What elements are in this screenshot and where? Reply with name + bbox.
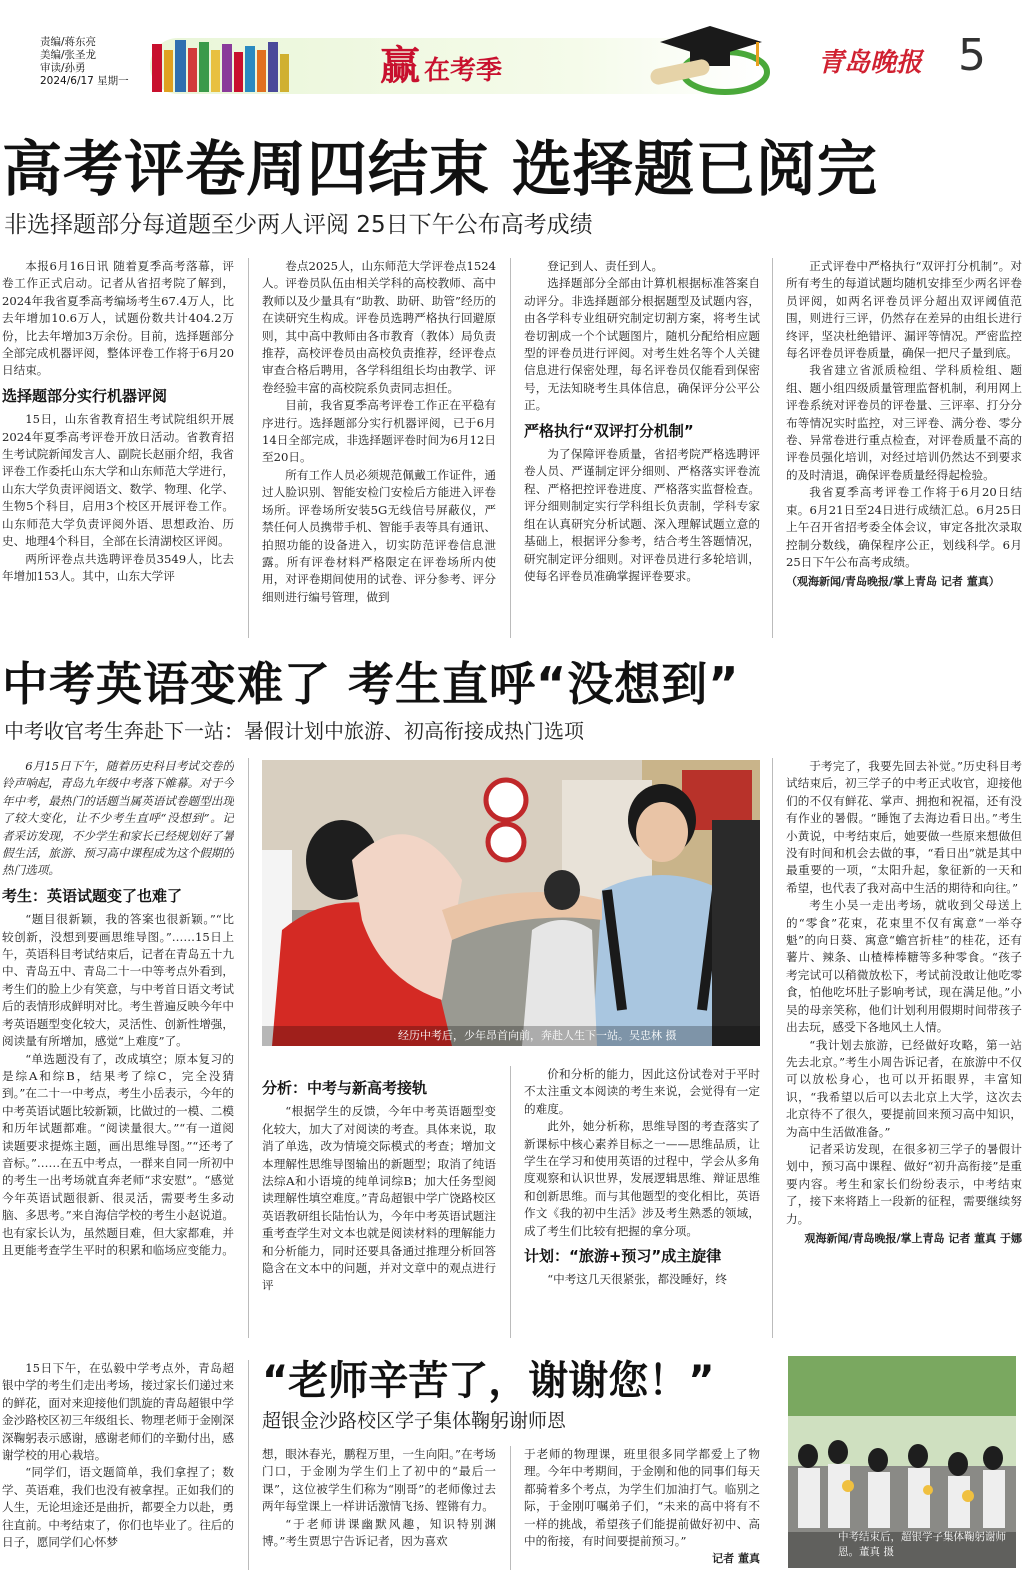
article1-paragraph: 选择题部分全部由计算机根据标准答案自动评分。非选择题部分根据题型及试题内容，由各学科专业组研究制定切割方案，将考生试卷切割成一个个试题图片，随机分配给相应题型的评卷员进行评阅。对考生姓名等个人关键信息进行保密处理，每名评卷员仅能看到保密号，无法知晓考生具体信息，确保评分公平公正。 bbox=[524, 276, 760, 413]
article2-paragraph: 此外，她分析称，思维导图的考查落实了新课标中核心素养目标之一——思维品质，让学生在学习和使用英语的过程中，学会从多角度观察和认识世界，发展逻辑思维、辩证思维和创新思维。而与其他题型的变化相比，英语作文《我的初中生活》涉及考生熟悉的领域，成了考生们比较有把握的拿分项。 bbox=[524, 1119, 760, 1238]
article1-paragraph: 正式评卷中严格执行“双评打分机制”。对所有考生的每道试题均随机安排至少两名评卷员评阅，如两名评卷员评分超出双评阈值范围，则进行三评，仍然存在差异的由组长进行终评，坚决杜绝错评、漏评等情况。严密监控每名评卷员评卷质量，确保一把尺子量到底。 bbox=[786, 259, 1022, 361]
article2-headline: 中考英语变难了 考生直呼“没想到” bbox=[2, 657, 740, 711]
article2-column-2 bbox=[262, 1080, 496, 1340]
article1-paragraph: 卷点2025人，山东师范大学评卷点1524人。评卷员队伍由相关学科的高校教师、高中教师以及少量具有“助教、助研、助管”经历的在读研究生构成。评卷员选聘严格执行回避原则，其中高中教师由各市教育（教体）局负责推荐，高校评卷员由高校负责推荐，经评卷点审查合格后聘用，各学科组组长均由教学、评卷经验丰富的高校院系负责同志担任。 bbox=[262, 259, 496, 395]
column-divider bbox=[248, 758, 249, 1338]
article2-paragraph: 于考完了，我要先回去补觉。”历史科目考试结束后，初三学子的中考正式收官，迎接他们的不仅有鲜花、掌声、拥抱和祝福，还有没有作业的暑假。“睡饱了去海边看日出。”考生小黄说，中考结束后，她要做一些原来想做但没有时间和机会去做的事，“看日出”就是其中最重要的一项，“太阳升起，象征新的一天和希望，也代表了我对高中生活的期待和向往。” bbox=[786, 759, 1022, 895]
article1-paragraph: 两所评卷点共选聘评卷员3549人，比去年增加153人。其中，山东大学评 bbox=[2, 551, 234, 583]
article1-paragraph: 所有工作人员必须规范佩戴工作证件，通过人脸识别、智能安检门安检后方能进入评卷场所。评卷场所安装5G无线信号屏蔽仪，严禁任何人员携带手机、智能手表等具有通讯、拍照功能的设备进入，切实防范评卷信息泄露。所有评卷材料严格限定在评卷场所内使用，对评卷期间使用的试卷、评分参考、评分细则进行编号管理，做到 bbox=[262, 467, 496, 604]
column-divider bbox=[248, 1360, 249, 1570]
article2-subhead-1: 考生：英语试题变了也难了 bbox=[2, 886, 183, 905]
editor-credit: 责编/蒋东亮 bbox=[40, 36, 97, 48]
article1-column-2 bbox=[262, 258, 496, 638]
column-divider bbox=[510, 258, 511, 638]
article1-column-3 bbox=[524, 258, 760, 638]
column-divider bbox=[248, 258, 249, 638]
article2-column-4 bbox=[786, 758, 1022, 1340]
article1-lead: 本报6月16日讯 随着夏季高考落幕，评卷工作正式启动。记者从省招考院了解到，2024年我省夏季高考编场考生67.4万人，比去年增加10.6万人，试题份数共计404.2万份，比去年增加3万余份。目前，选择题部分全部完成机器评阅，整体评卷工作将于6月20日结束。 bbox=[2, 259, 234, 378]
column-divider bbox=[772, 258, 773, 638]
article3-deck: 超银金沙路校区学子集体鞠躬谢师恩 bbox=[262, 1410, 567, 1432]
article2-paragraph: “题目很新颖，我的答案也很新颖。”“比较创新，没想到要画思维导图。”……15日上午，英语科目考试结束后，记者在青岛五十九中、青岛五中、青岛二十一中等考点外看到，考生们的脸上少有笑意，与中考首日语文考试后的表情形成鲜明对比。考生普遍反映今年中考英语题型变化较大，灵活性、创新性增强，阅读量有所增加，感觉“上难度”了。 bbox=[2, 912, 234, 1049]
article3-column-3 bbox=[524, 1446, 760, 1570]
banner-small-text: 在考季 bbox=[424, 56, 503, 86]
article1-paragraph: 我省建立省派质检组、学科质检组、题组、题小组四级质量管理监督机制，利用网上评卷系统对评卷员的评卷量、三评率、打分分布等情况实时监控，对三评卷、满分卷、零分卷、异常卷进行重点检查，对评卷质量不高的评卷员强化培训，对经过培训仍然达不到要求的及时清退，确保评卷质量经得起检验。 bbox=[786, 363, 1022, 482]
masthead-credits bbox=[40, 36, 129, 88]
article3-paragraph: 15日下午，在弘毅中学考点外，青岛超银中学的考生们走出考场，接过家长们递过来的鲜花，面对来迎接他们凯旋的青岛超银中学金沙路校区初三年级组长、物理老师于金刚深深鞠躬表示感谢，感谢老师们的辛勤付出，感谢学校的用心栽培。 bbox=[2, 1361, 234, 1463]
article1-paragraph: 目前，我省夏季高考评卷工作正在平稳有序进行。选择题部分实行机器评阅，已于6月14日全部完成，非选择题评卷时间为6月12日至20日。 bbox=[262, 398, 496, 465]
article2-paragraph: 记者采访发现，在很多初三学子的暑假计划中，预习高中课程、做好“初升高衔接”是重要内容。考生和家长们纷纷表示，中考结束了，接下来将踏上一段新的征程，需要继续努力。 bbox=[786, 1141, 1022, 1226]
article1-column-1 bbox=[2, 258, 234, 638]
issue-date: 2024/6/17 星期一 bbox=[40, 75, 129, 87]
article1-paragraph: 为了保障评卷质量，省招考院严格选聘评卷人员、严谨制定评分细则、严格落实评卷流程、严格把控评卷进度、严格落实监督检查。评分细则制定实行学科组长负责制，学科专家组在认真研究分析试题、深入理解试题立意的基础上，根据评分参考，结合考生答题情况，研究制定评分细则。对评卷员进行多轮培训，使每名评卷员准确掌握评卷要求。 bbox=[524, 447, 760, 583]
students-exiting-exam-photo bbox=[262, 760, 760, 1046]
article2-subhead-3: 计划：“旅游+预习”成主旋律 bbox=[524, 1247, 722, 1266]
article3-column-1 bbox=[2, 1360, 234, 1570]
column-divider bbox=[510, 1446, 511, 1570]
article2-photo bbox=[262, 760, 760, 1046]
article3-photo bbox=[788, 1356, 1016, 1568]
column-divider bbox=[772, 758, 773, 1338]
article2-paragraph: “单选题没有了，改成填空；原本复习的是综A和综B，结果考了综C，完全没猜到。”在二十一中考点，考生小岳表示，今年的中考英语试题比较新颖，比做过的一模、二模和历年试题都难。“阅读量很大。”“有一道阅读题要求提炼主题，画出思维导图。”“还考了音标。”……在五中考点，一群来自同一所初中的考生一出考场就直奔老师“求安慰”。“感觉今年英语试题很新、很灵活，需要考生多动脑、多思考。”来自海信学校的考生小赵说道。也有家长认为，虽然题目难，但大家都难，并且更能考查学生平时的积累和临场应变能力。 bbox=[2, 1051, 234, 1257]
article3-paragraph: “同学们，语文题简单，我们拿捏了；数学、英语难，我们也没有被拿捏。正如我们的人生，无论坦途还是曲折，都要全力以赴，勇往直前。中考结束了，你们也毕业了。往后的日子，愿同学们心怀梦 bbox=[2, 1465, 234, 1550]
article2-paragraph: 考生小吴一走出考场，就收到父母送上的“零食”花束，花束里不仅有寓意“一举夺魁”的向日葵、寓意“蟾宫折桂”的桂花，还有薯片、辣条、山楂棒棒糖等多种零食。“孩子考完试可以稍微放松下，考试前没敢让他吃零食，怕他吃坏肚子影响考试，现在满足他。”小吴的母亲笑称，他们计划利用假期时间带孩子出去玩，感受下各地风土人情。 bbox=[786, 898, 1022, 1035]
article2-lead: 6月15日下午，随着历史科目考试交卷的铃声响起，青岛九年级中考落下帷幕。对于今年中考，最热门的话题当属英语试卷题型出现了较大变化，让不少考生直呼“没想到”。记者采访发现，不少学生和家长已经规划好了暑假生活，旅游、预习高中课程成为这个假期的热门选项。 bbox=[2, 759, 234, 878]
article3-paragraph: “于老师讲课幽默风趣，知识特别渊博。”考生贾思宁告诉记者，因为喜欢 bbox=[262, 1516, 496, 1549]
article1-headline: 高考评卷周四结束 选择题已阅完 bbox=[2, 135, 878, 205]
article2-column-3 bbox=[524, 1066, 760, 1340]
article1-paragraph: 我省夏季高考评卷工作将于6月20日结束。6月21日至24日进行成绩汇总。6月25日上午召开省招考委全体会议，审定各批次录取控制分数线，确保程序公正，划线科学。6月25日下午公布高考成绩。 bbox=[786, 485, 1022, 569]
article2-photo-caption: 经历中考后，少年昂首向前，奔赴人生下一站。吴忠林 摄 bbox=[398, 1029, 677, 1042]
article1-subhead-1: 选择题部分实行机器评阅 bbox=[2, 386, 168, 405]
column-divider bbox=[510, 1066, 511, 1338]
article2-paragraph: 价和分析的能力，因此这份试卷对于平时不太注重文本阅读的考生来说，会觉得有一定的难度。 bbox=[524, 1067, 760, 1116]
article1-column-4 bbox=[786, 258, 1022, 638]
banner-big-char: 赢 bbox=[380, 43, 420, 89]
article1-paragraph: 登记到人、责任到人。 bbox=[547, 259, 664, 273]
article2-paragraph: “中考这几天很紧张，都没睡好，终 bbox=[547, 1272, 728, 1287]
article3-column-2 bbox=[262, 1446, 496, 1570]
article3-headline: “老师辛苦了，谢谢您！” bbox=[262, 1358, 715, 1404]
article1-deck: 非选择题部分每道题至少两人评阅 25日下午公布高考成绩 bbox=[4, 212, 593, 238]
article3-paragraph: 于老师的物理课，班里很多同学都爱上了物理。今年中考期间，于金刚和他的同事们每天都骑着多个考点，为学生们加油打气。临别之际，于金刚叮嘱弟子们，“未来的高中将有不一样的挑战，希望孩子们能提前做好初中、高中的衔接，有时间要提前预习。” bbox=[524, 1447, 760, 1549]
article2-credit: 观海新闻/青岛晚报/掌上青岛 记者 董真 于娜 bbox=[804, 1231, 1022, 1245]
reviewer-credit: 审读/孙勇 bbox=[40, 62, 86, 74]
article3-credit: 记者 董真 bbox=[712, 1552, 760, 1566]
article2-paragraph: “根据学生的反馈，今年中考英语题型变化较大，加大了对阅读的考查。具体来说，取消了单选，改为情境交际模式的考查；增加文本理解性思维导图输出的新题型；取消了纯语法综A和小语境的纯单词综B；加大任务型阅读理解性填空难度。”青岛超银中学广饶路校区英语教研组长陆怡认为，今年中考英语试题注重考查学生对文本也就是阅读材料的理解能力和分析能力，同时还要具备通过推理分析回答隐含在文本中的问题，并对文章中的观点进行评 bbox=[262, 1104, 496, 1293]
article1-credit: （观海新闻/青岛晚报/掌上青岛 记者 董真） bbox=[786, 575, 1000, 589]
section-banner bbox=[150, 20, 800, 100]
article2-column-1 bbox=[2, 758, 234, 1338]
article2-paragraph: “我计划去旅游，已经做好攻略，第一站先去北京。”考生小周告诉记者，在旅游中不仅可以放松身心，也可以开拓眼界，丰富知识，“我希望以后可以去北京上大学，这次去北京待不了很久，要提前回来预习高中知识，为高中生活做准备。” bbox=[786, 1037, 1022, 1139]
article3-photo-caption: 中考结束后，超银学子集体鞠躬谢师恩。董真 摄 bbox=[838, 1531, 1006, 1558]
designer-credit: 美编/张圣龙 bbox=[40, 49, 97, 61]
article3-paragraph: 想，眼沐春光，鹏程万里，一生向阳。”在考场门口，于金刚为学生们上了初中的“最后一课”，这位被学生们称为“刚哥”的老师像过去两年每堂课上一样讲话激情飞扬、铿锵有力。 bbox=[262, 1447, 496, 1514]
article1-subhead-2: 严格执行“双评打分机制” bbox=[524, 421, 694, 440]
article2-subhead-2: 分析：中考与新高考接轨 bbox=[262, 1080, 428, 1097]
article1-paragraph: 15日，山东省教育招生考试院组织开展2024年夏季高考评卷开放日活动。省教育招生考试院新闻发言人、副院长赵丽介绍，我省评卷工作委托山东大学和山东师范大学进行，山东大学负责评阅语文、数学、物理、化学、生物5个科目，启用3个校区开展评卷工作。山东师范大学负责评阅外语、思想政治、历史、地理4个科目，全部在长清湖校区评阅。 bbox=[2, 412, 234, 549]
page-number: 5 bbox=[958, 30, 986, 81]
banner-title bbox=[380, 34, 502, 91]
article2-deck: 中考收官考生奔赴下一站：暑假计划中旅游、初高衔接成热门选项 bbox=[4, 719, 584, 743]
newspaper-logo: 青岛晚报 bbox=[818, 48, 923, 78]
